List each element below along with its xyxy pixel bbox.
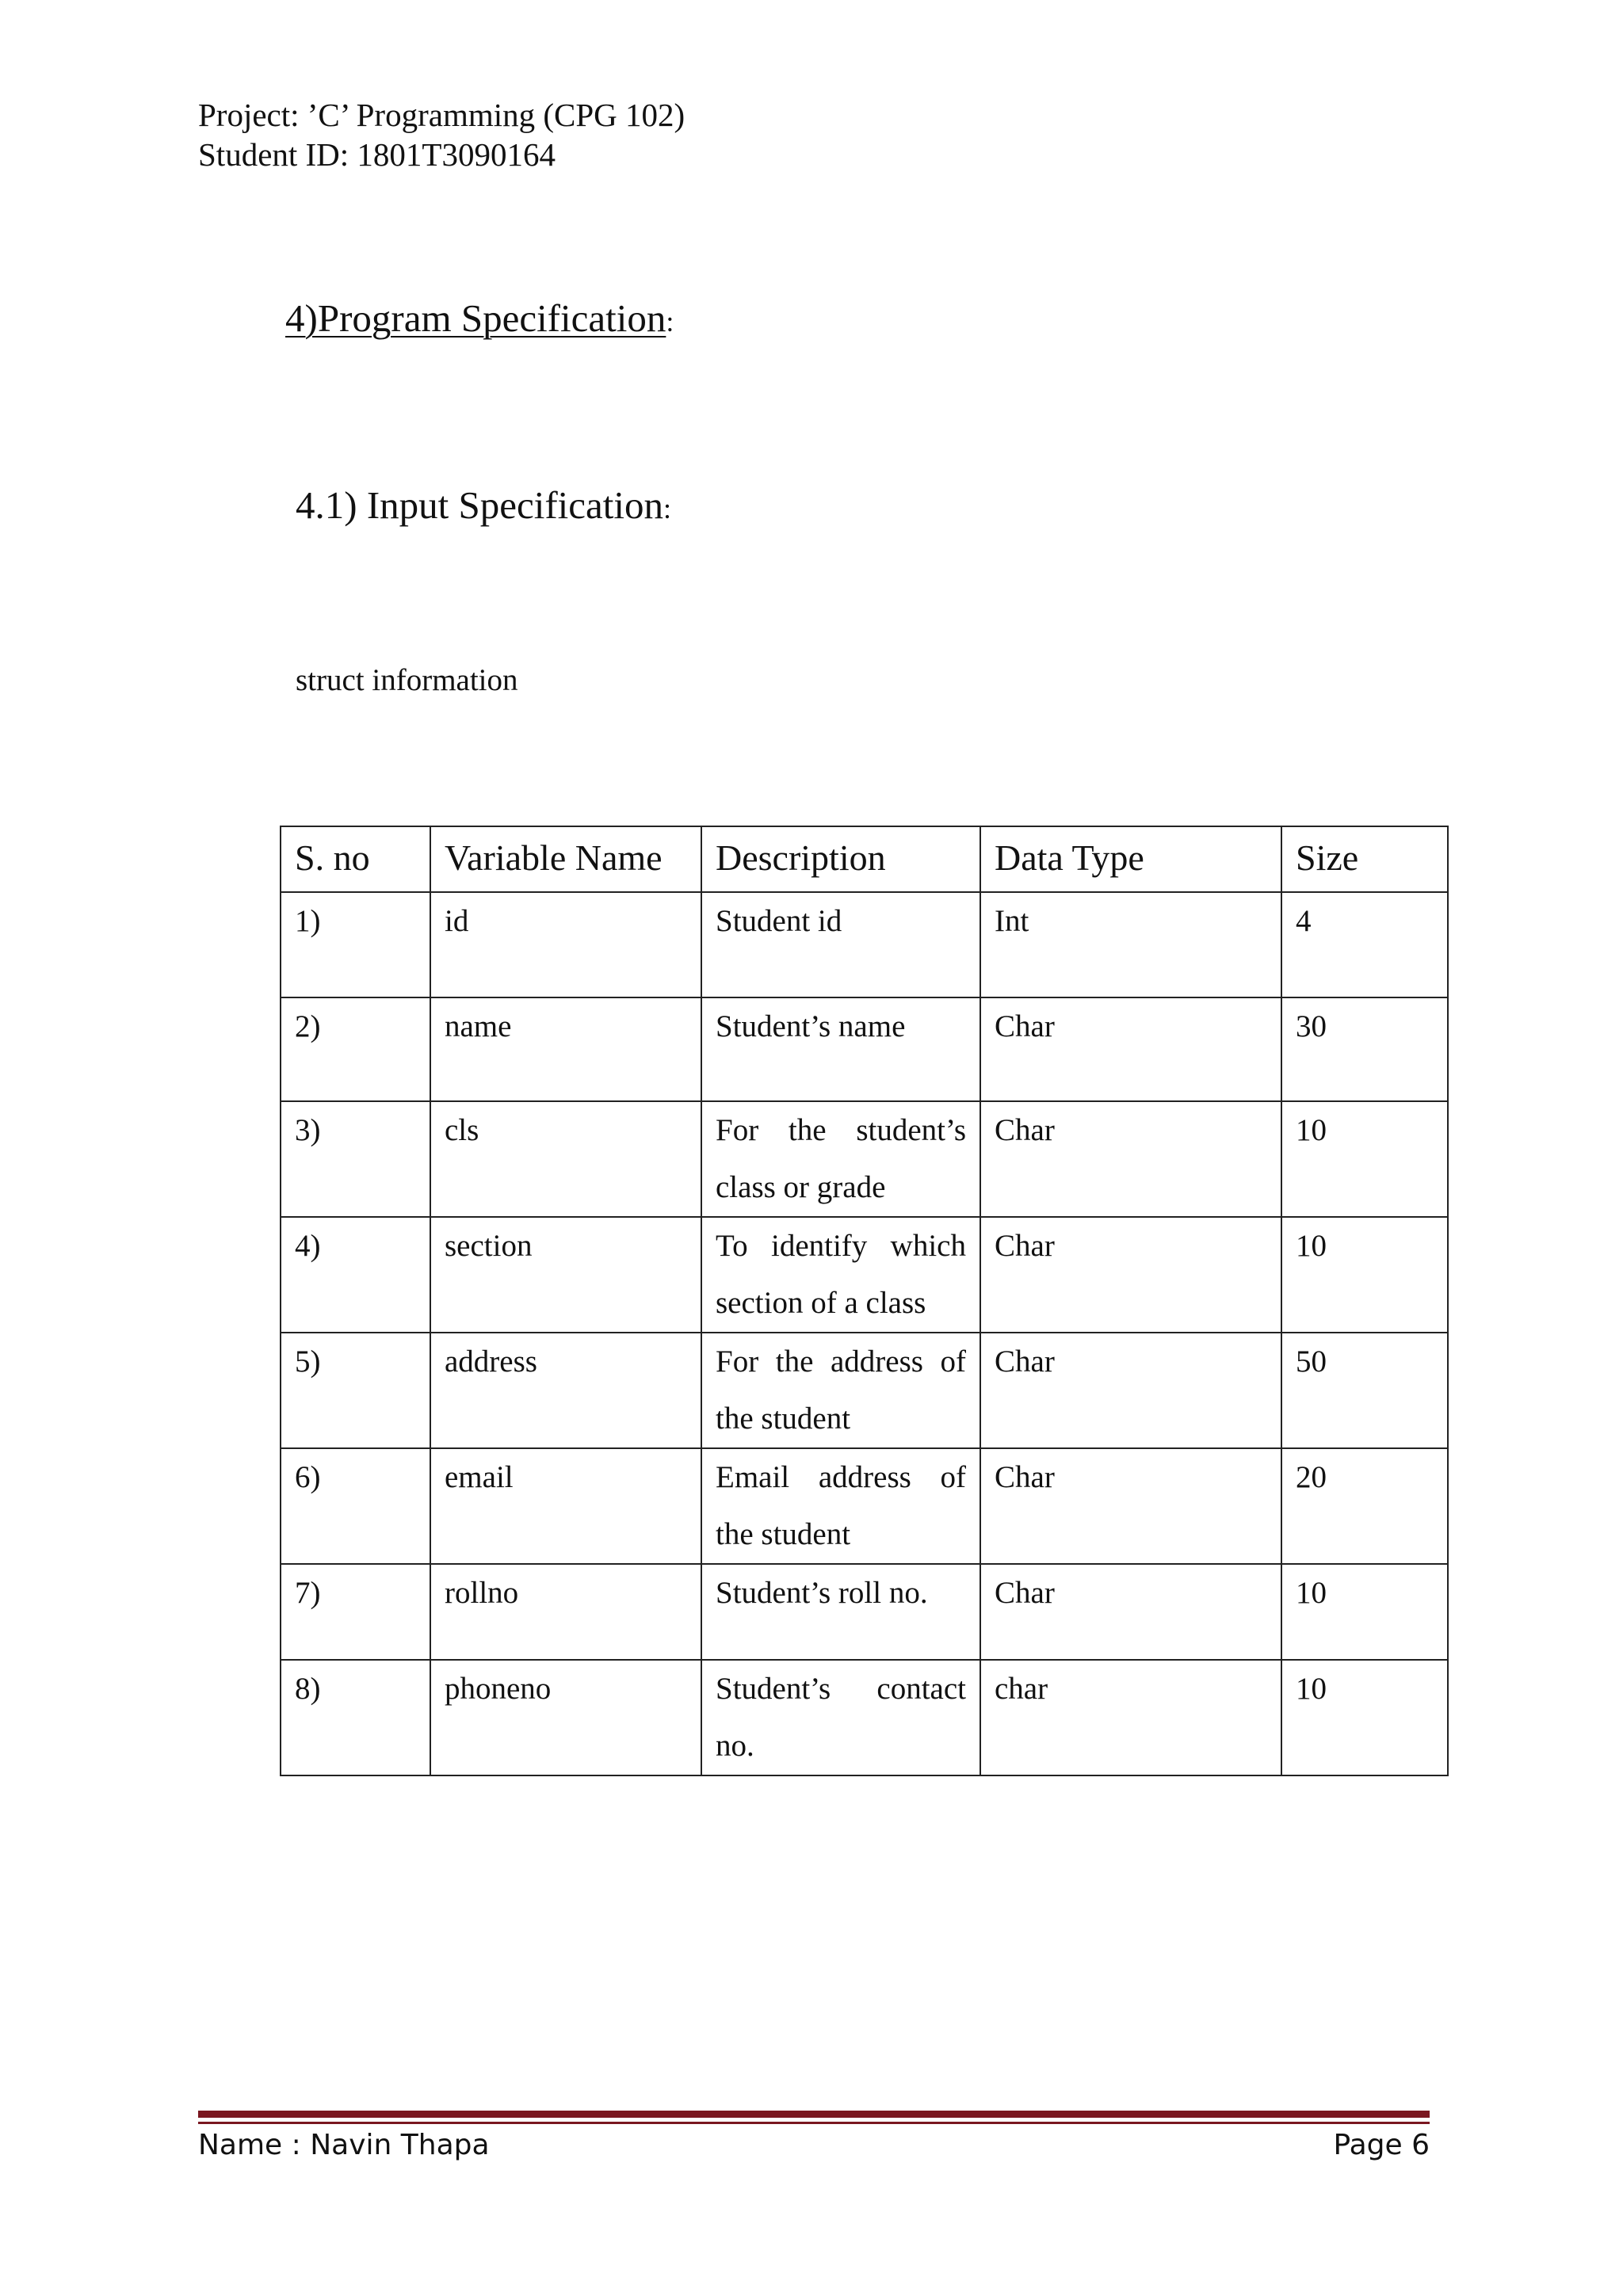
table-row [281,1564,1448,1660]
section-heading-colon: : [666,306,674,338]
table-row [281,1101,1448,1217]
cell-sno: 5) [281,1333,430,1448]
cell-description: Student id [701,892,980,997]
struct-label: struct information [296,663,518,697]
cell-data-type: char [980,1660,1281,1775]
footer-page-number: Page 6 [1333,2129,1430,2161]
footer-author-name: Name : Navin Thapa [198,2129,490,2161]
section-heading-text: 4)Program Specification [285,296,666,340]
cell-description: For the student’s class or grade [701,1101,980,1217]
cell-data-type: Char [980,1448,1281,1564]
table-row [281,1660,1448,1775]
section-heading [285,295,674,345]
cell-sno: 3) [281,1101,430,1217]
cell-data-type: Char [980,1101,1281,1217]
cell-variable-name: section [430,1217,701,1333]
cell-size: 50 [1281,1333,1448,1448]
input-specification-table [280,826,1449,1776]
table-header-row [281,826,1448,892]
subsection-heading-text: 4.1) Input Specification [296,483,664,527]
cell-size: 10 [1281,1660,1448,1775]
project-title: Project: ’C’ Programming (CPG 102) [198,97,685,133]
cell-description: To identify which section of a class [701,1217,980,1333]
cell-size: 10 [1281,1101,1448,1217]
cell-size: 20 [1281,1448,1448,1564]
cell-sno: 2) [281,997,430,1101]
cell-variable-name: name [430,997,701,1101]
header-variable-name: Variable Name [430,826,701,892]
table-row [281,997,1448,1101]
header-sno: S. no [281,826,430,892]
cell-description: For the address of the student [701,1333,980,1448]
cell-size: 4 [1281,892,1448,997]
cell-description: Email address of the student [701,1448,980,1564]
cell-data-type: Int [980,892,1281,997]
cell-variable-name: rollno [430,1564,701,1660]
subsection-heading [296,482,671,532]
cell-data-type: Char [980,1217,1281,1333]
table-row [281,1448,1448,1564]
table-row [281,1333,1448,1448]
cell-size: 10 [1281,1564,1448,1660]
header-size: Size [1281,826,1448,892]
header-data-type: Data Type [980,826,1281,892]
cell-size: 30 [1281,997,1448,1101]
table-row [281,892,1448,997]
cell-variable-name: cls [430,1101,701,1217]
cell-size: 10 [1281,1217,1448,1333]
student-id: Student ID: 1801T3090164 [198,136,556,173]
cell-description: Student’s roll no. [701,1564,980,1660]
table-row [281,1217,1448,1333]
cell-description: Student’s contact no. [701,1660,980,1775]
cell-sno: 1) [281,892,430,997]
cell-data-type: Char [980,1564,1281,1660]
footer-divider-thin [198,2122,1430,2124]
cell-sno: 7) [281,1564,430,1660]
cell-sno: 6) [281,1448,430,1564]
cell-variable-name: id [430,892,701,997]
header-description: Description [701,826,980,892]
cell-variable-name: phoneno [430,1660,701,1775]
cell-data-type: Char [980,997,1281,1101]
cell-data-type: Char [980,1333,1281,1448]
subsection-heading-colon: : [663,493,672,524]
page-header [198,95,685,174]
cell-sno: 4) [281,1217,430,1333]
cell-description: Student’s name [701,997,980,1101]
footer-divider-thick [198,2111,1430,2118]
cell-variable-name: email [430,1448,701,1564]
cell-variable-name: address [430,1333,701,1448]
cell-sno: 8) [281,1660,430,1775]
